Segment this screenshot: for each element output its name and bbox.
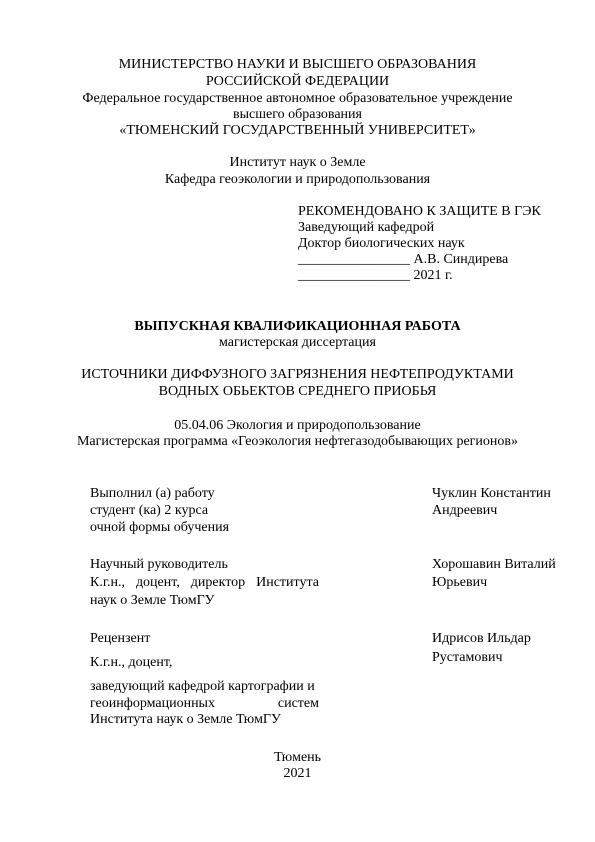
author-label-line-2: студент (ка) 2 курса [90, 503, 209, 518]
reviewer-label-line-1: Рецензент [90, 631, 151, 646]
supervisor-label-word: директор [190, 575, 246, 590]
supervisor-label-line-2 [90, 575, 319, 591]
institution-line-2: высшего образования [233, 107, 362, 122]
ministry-line-2: РОССИЙСКОЙ ФЕДЕРАЦИИ [205, 74, 390, 89]
ministry-line-1: МИНИСТЕРСТВО НАУКИ И ВЫСШЕГО ОБРАЗОВАНИЯ [118, 57, 477, 72]
reviewer-label-word: систем [277, 696, 319, 711]
reviewer-label-line-3: заведующий кафедрой картографии и [90, 679, 315, 694]
reviewer-label-word: геоинформационных [90, 696, 215, 711]
approval-degree: Доктор биологических наук [298, 236, 465, 251]
reviewer-name-line-2: Рустамович [432, 650, 503, 665]
supervisor-label-line-3: наук о Земле ТюмГУ [90, 593, 215, 608]
supervisor-label-word: Института [256, 575, 319, 590]
author-label-line-1: Выполнил (а) работу [90, 486, 215, 501]
approval-date-line: ________________ 2021 г. [298, 268, 453, 283]
topic-line-2: ВОДНЫХ ОБЬЕКТОВ СРЕДНЕГО ПРИОБЬЯ [158, 384, 437, 399]
author-name-line-1: Чуклин Константин [432, 486, 551, 501]
reviewer-label-line-4 [90, 696, 319, 712]
approval-title: РЕКОМЕНДОВАНО К ЗАЩИТЕ В ГЭК [298, 204, 541, 219]
institution-line-1: Федеральное государственное автономное образовательное учреждение [82, 91, 513, 106]
department-name: Кафедра геоэкологии и природопользования [164, 172, 431, 187]
topic-line-1: ИСТОЧНИКИ ДИФФУЗНОГО ЗАГРЯЗНЕНИЯ НЕФТЕПРОДУКТАМИ [81, 367, 514, 382]
approval-position: Заведующий кафедрой [298, 220, 435, 235]
supervisor-name-line-2: Юрьевич [432, 575, 488, 590]
author-label-line-3: очной формы обучения [90, 520, 230, 535]
footer-year: 2021 [283, 766, 312, 781]
reviewer-label-line-5: Института наук о Земле ТюмГУ [90, 712, 281, 727]
approval-signature-line: ________________ А.В. Синдирева [298, 252, 509, 267]
institute-name: Институт наук о Земле [229, 155, 366, 170]
work-type: ВЫПУСКНАЯ КВАЛИФИКАЦИОННАЯ РАБОТА [134, 319, 461, 334]
supervisor-label-word: доцент, [135, 575, 180, 590]
reviewer-name-line-1: Идрисов Ильдар [432, 631, 531, 646]
specialty: 05.04.06 Экология и природопользование [174, 418, 421, 433]
supervisor-name-line-1: Хорошавин Виталий [432, 557, 556, 572]
university-name: «ТЮМЕНСКИЙ ГОСУДАРСТВЕННЫЙ УНИВЕРСИТЕТ» [119, 123, 476, 138]
author-name-line-2: Андреевич [432, 503, 498, 518]
reviewer-label-line-2: К.г.н., доцент, [90, 655, 173, 670]
work-subtype: магистерская диссертация [219, 335, 376, 350]
supervisor-label-word: К.г.н., [90, 575, 125, 590]
supervisor-label-line-1: Научный руководитель [90, 557, 228, 572]
program: Магистерская программа «Геоэкология нефтегазодобывающих регионов» [76, 434, 519, 449]
footer-city: Тюмень [273, 750, 322, 765]
